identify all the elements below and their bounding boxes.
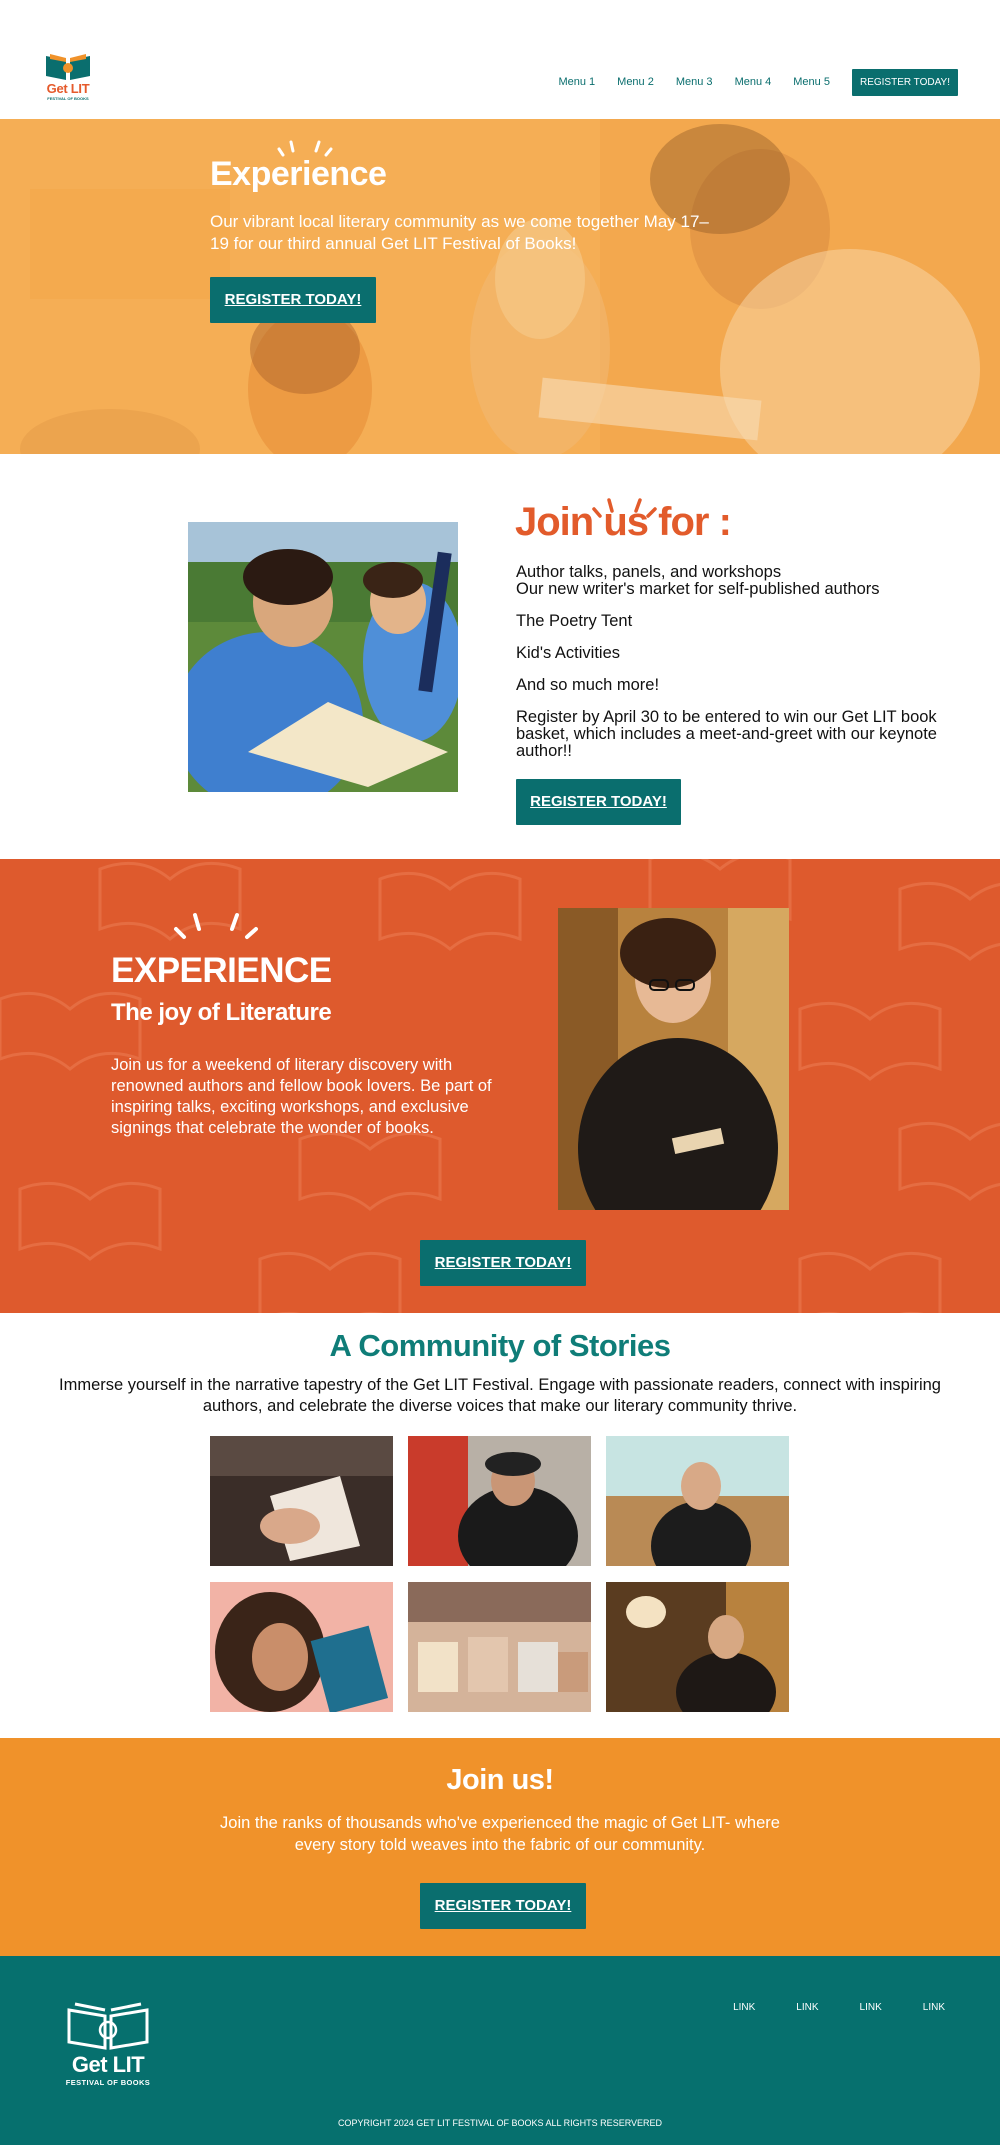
join-section bbox=[0, 454, 1000, 859]
nav-menu-5[interactable]: Menu 5 bbox=[793, 76, 830, 88]
community-text: Immerse yourself in the narrative tapestry of the Get LIT Festival. Engage with passionate readers, connect with inspiring authors, and celebrate the diverse voices that make our literary community thrive. bbox=[59, 1376, 941, 1415]
main-nav bbox=[558, 67, 958, 97]
hero-photo bbox=[0, 119, 1000, 454]
experience-subtitle: The joy of Literature bbox=[111, 999, 332, 1026]
logo[interactable] bbox=[42, 50, 94, 106]
nav-menu-4[interactable]: Menu 4 bbox=[734, 76, 772, 88]
cta-title: Join us! bbox=[446, 1764, 554, 1796]
footer-links bbox=[692, 2002, 945, 2013]
join-item-kids: Kid's Activities bbox=[516, 644, 621, 662]
gallery-photo[interactable] bbox=[408, 1582, 591, 1712]
photo-gallery bbox=[210, 1436, 790, 1714]
footer-logo-tagline: FESTIVAL OF BOOKS bbox=[65, 2078, 151, 2087]
cta-register-button[interactable]: REGISTER TODAY! bbox=[420, 1883, 586, 1929]
open-book-icon bbox=[63, 2000, 153, 2052]
cta-text: Join the ranks of thousands who've experienced the magic of Get LIT- where every story told weaves into the fabric of our community. bbox=[220, 1814, 780, 1854]
join-item-poetry: The Poetry Tent bbox=[516, 612, 633, 630]
footer-link-4[interactable]: LINK bbox=[922, 2002, 945, 2013]
hero-title: Experience bbox=[210, 155, 387, 193]
gallery-photo[interactable] bbox=[408, 1436, 591, 1566]
hero-section bbox=[0, 119, 1000, 454]
hero-register-button[interactable]: REGISTER TODAY! bbox=[210, 277, 376, 323]
open-book-icon bbox=[42, 50, 94, 82]
join-us-cta-section bbox=[0, 1738, 1000, 1956]
join-register-note: Register by April 30 to be entered to win our Get LIT book basket, which includes a meet-and-greet with our keynote author!! bbox=[516, 708, 937, 760]
sparkle-rays-icon bbox=[172, 909, 262, 943]
gallery-photo[interactable] bbox=[210, 1436, 393, 1566]
nav-menu-1[interactable]: Menu 1 bbox=[558, 76, 596, 88]
nav-menu-3[interactable]: Menu 3 bbox=[675, 76, 713, 88]
footer-link-3[interactable]: LINK bbox=[859, 2002, 882, 2013]
footer-link-1[interactable]: LINK bbox=[733, 2002, 756, 2013]
nav-menu-2[interactable]: Menu 2 bbox=[617, 76, 654, 88]
join-register-button[interactable]: REGISTER TODAY! bbox=[516, 779, 681, 825]
gallery-photo[interactable] bbox=[606, 1582, 789, 1712]
logo-tagline: FESTIVAL OF BOOKS bbox=[47, 96, 89, 101]
kids-reading-photo bbox=[188, 522, 458, 792]
footer-logo-name: Get LIT bbox=[71, 2052, 145, 2077]
copyright-text: COPYRIGHT 2024 GET LIT FESTIVAL OF BOOKS ALL RIGHTS RESERVERED bbox=[337, 2118, 663, 2128]
site-footer bbox=[0, 1956, 1000, 2145]
footer-logo[interactable] bbox=[63, 2000, 153, 2096]
community-section bbox=[0, 1313, 1000, 1738]
author-photo bbox=[558, 908, 789, 1210]
site-header bbox=[0, 0, 1000, 119]
experience-title: EXPERIENCE bbox=[111, 951, 332, 990]
nav-register-button[interactable]: REGISTER TODAY! bbox=[852, 69, 958, 96]
gallery-photo[interactable] bbox=[606, 1436, 789, 1566]
gallery-photo[interactable] bbox=[210, 1582, 393, 1712]
hero-text: Our vibrant local literary community as we come together May 17– 19 for our third annual Get LIT Festival of Books! bbox=[210, 212, 709, 253]
footer-link-2[interactable]: LINK bbox=[796, 2002, 819, 2013]
experience-register-button[interactable]: REGISTER TODAY! bbox=[420, 1240, 586, 1286]
logo-name: Get LIT bbox=[46, 81, 90, 96]
join-item-talks: Author talks, panels, and workshops bbox=[516, 563, 782, 581]
experience-section bbox=[0, 859, 1000, 1313]
community-title: A Community of Stories bbox=[329, 1328, 671, 1363]
join-item-market: Our new writer's market for self-published authors bbox=[516, 580, 880, 598]
join-list bbox=[516, 564, 956, 775]
join-title: Join us for : bbox=[515, 500, 731, 544]
experience-text: Join us for a weekend of literary discovery with renowned authors and fellow book lovers. Be part of inspiring talks, exciting workshops, and exclusive signings that celebrate the wonder of books. bbox=[111, 1056, 492, 1137]
join-item-more: And so much more! bbox=[516, 676, 660, 694]
